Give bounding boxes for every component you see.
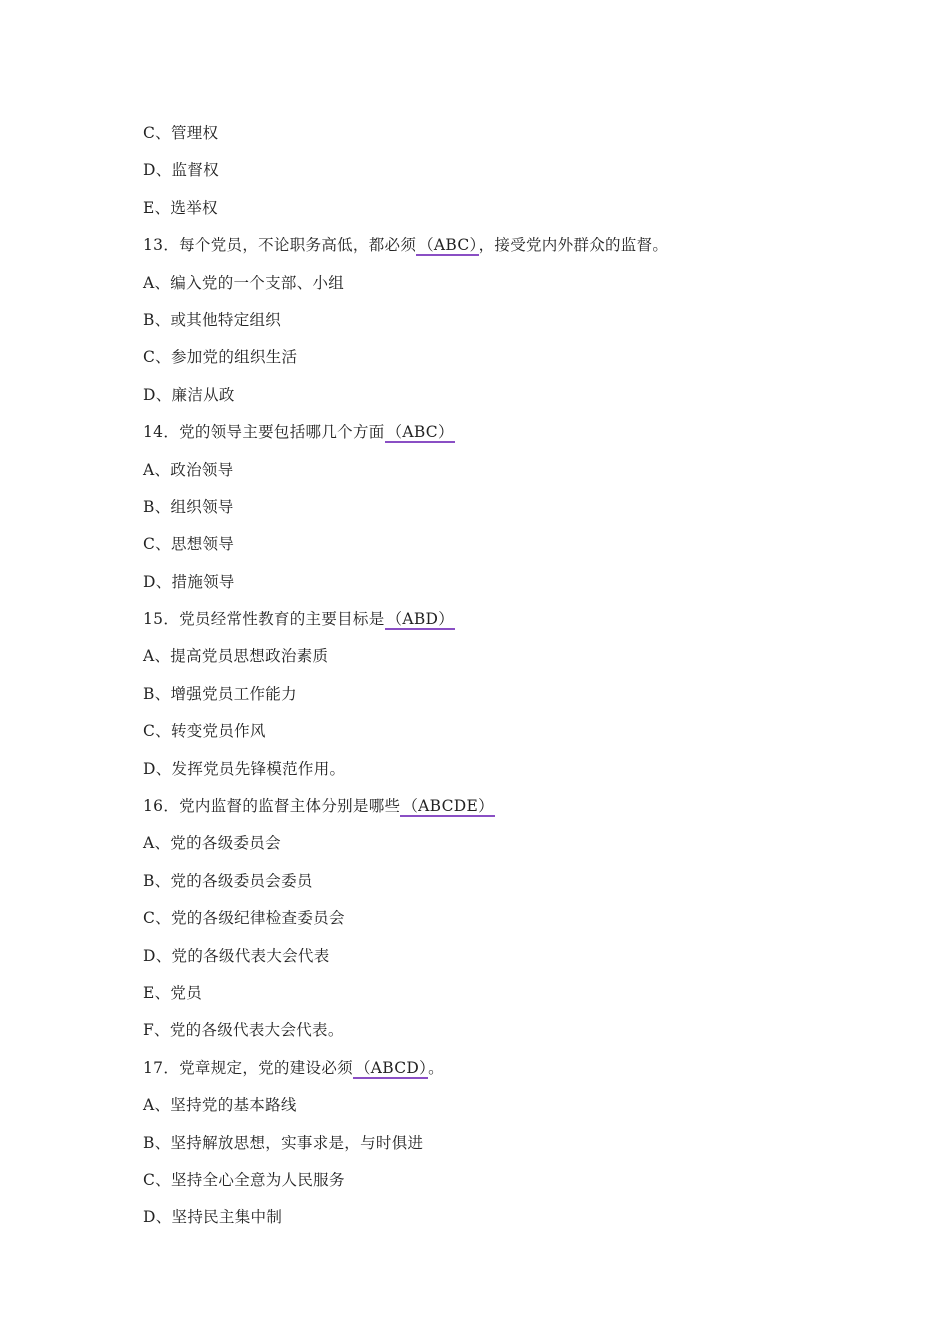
question-line [143,234,863,271]
option-line: E、选举权 [143,198,218,217]
option-line: B、增强党员工作能力 [143,684,297,703]
option-line: C、党的各级纪律检查委员会 [143,909,345,928]
question-text: 15．党员经常性教育的主要目标是 [143,610,385,629]
question-line [143,421,863,458]
option-line: B、党的各级委员会委员 [143,871,313,890]
question-text: 13．每个党员，不论职务高低，都必须 [143,236,417,255]
option-line: C、坚持全心全意为人民服务 [143,1170,345,1189]
option-line: D、坚持民主集中制 [143,1208,283,1227]
option-line: B、坚持解放思想，实事求是，与时俱进 [143,1133,424,1152]
question-text: 16．党内监督的监督主体分别是哪些 [143,797,401,816]
question-line [143,608,863,645]
option-line: F、党的各级代表大会代表。 [143,1021,344,1040]
question-tail: 。 [428,1058,444,1077]
question-text: 17．党章规定，党的建设必须 [143,1058,353,1077]
option-line: C、思想领导 [143,535,235,554]
option-line: D、发挥党员先锋模范作用。 [143,759,346,778]
option-line: C、参加党的组织生活 [143,348,298,367]
question-line [143,795,863,832]
answer-key: （ABCDE） [402,797,494,816]
question-text: 14．党的领导主要包括哪几个方面 [143,423,385,442]
answer-key: （ABD） [386,610,455,629]
question-list [143,122,863,1244]
question-line [143,1057,863,1094]
answer-key: （ABC） [418,236,478,255]
option-line: A、党的各级委员会 [143,834,281,853]
option-line: B、组织领导 [143,497,234,516]
option-line: D、党的各级代表大会代表 [143,946,330,965]
option-line: C、管理权 [143,124,219,142]
question-tail: ，接受党内外群众的监督。 [478,236,669,255]
option-line: A、编入党的一个支部、小组 [143,273,345,292]
option-line: A、坚持党的基本路线 [143,1096,297,1115]
option-line: B、或其他特定组织 [143,310,282,329]
option-line: A、提高党员思想政治素质 [143,647,329,666]
option-line: D、监督权 [143,161,219,180]
option-line: C、转变党员作风 [143,722,266,741]
option-line: D、措施领导 [143,572,235,591]
option-line: A、政治领导 [143,460,234,479]
option-line: E、党员 [143,983,203,1002]
answer-key: （ABC） [386,423,454,442]
option-line: D、廉洁从政 [143,385,235,404]
answer-key: （ABCD） [354,1058,428,1077]
